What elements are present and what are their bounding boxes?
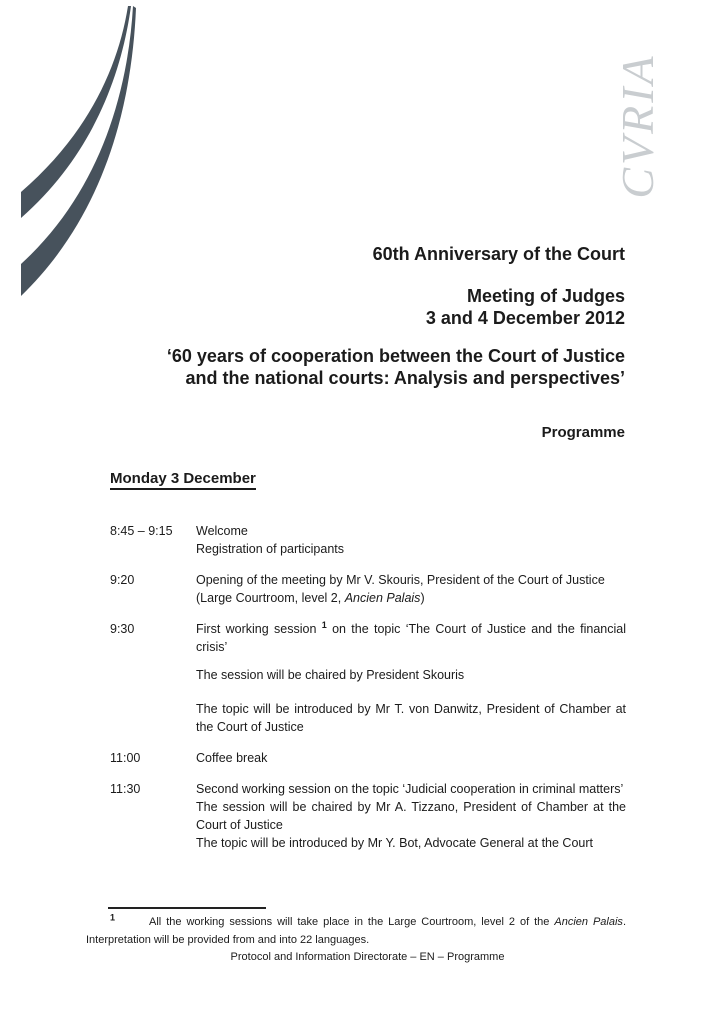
theme-line-1: ‘60 years of cooperation between the Court of Justice [166, 346, 625, 366]
event-line: Registration of participants [196, 542, 344, 556]
event-line: The topic will be introduced by Mr Y. Bot, Advocate General at the Court [196, 836, 593, 850]
event-description [196, 749, 626, 767]
footnote-text: All the working sessions will take place in the Large Courtroom, level 2 of the [149, 916, 555, 928]
event-description [196, 620, 626, 736]
time-label: 9:20 [110, 573, 135, 587]
venue-text: ) [420, 591, 425, 605]
time-label: 11:00 [110, 751, 141, 765]
footnote-separator [108, 907, 266, 909]
session-text: on the topic ‘The Court of Justice and the financial crisis’ [196, 622, 626, 654]
event-line: Coffee break [196, 751, 268, 765]
event-line: Opening of the meeting by Mr V. Skouris, President of the Court of Justice [196, 573, 605, 587]
event-line: Welcome [196, 524, 248, 538]
conference-theme [99, 345, 625, 389]
session-text: First working session [196, 622, 322, 636]
time-label: 8:45 – 9:15 [110, 524, 173, 538]
footnote-marker: 1 [110, 912, 116, 923]
event-description [196, 522, 626, 558]
schedule [110, 522, 626, 865]
schedule-row [110, 571, 626, 607]
page-footer: Protocol and Information Directorate – EN – Programme [230, 951, 505, 963]
event-line: The session will be chaired by Mr A. Tizzano, President of Chamber at the Court of Justice [196, 800, 626, 832]
meeting-block [99, 285, 625, 329]
event-description [196, 571, 626, 607]
event-line [196, 620, 626, 656]
meeting-dates: 3 and 4 December 2012 [425, 308, 625, 328]
schedule-row [110, 620, 626, 736]
event-line: The topic will be introduced by Mr T. von Danwitz, President of Chamber at the Court of Justice [196, 702, 626, 734]
time-label: 11:30 [110, 782, 141, 796]
theme-line-2: and the national courts: Analysis and perspectives’ [185, 368, 625, 388]
venue-text: (Large Courtroom, level 2, [196, 591, 345, 605]
day-heading: Monday 3 December [110, 470, 256, 490]
schedule-row [110, 522, 626, 558]
event-line [196, 589, 626, 607]
event-description [196, 780, 626, 852]
time-label: 9:30 [110, 622, 135, 636]
footnote-text: . Interpretation will be provided from and into 22 languages. [86, 916, 626, 946]
meeting-title: Meeting of Judges [466, 286, 625, 306]
document-title: 60th Anniversary of the Court [372, 244, 625, 264]
header-block [99, 243, 625, 442]
schedule-row [110, 749, 626, 767]
event-line: Second working session on the topic ‘Judicial cooperation in criminal matters’ [196, 782, 624, 796]
footnote [86, 913, 626, 949]
event-line: The session will be chaired by President Skouris [196, 668, 465, 682]
cvria-watermark: CVRIA [612, 53, 663, 199]
venue-building-name: Ancien Palais [344, 591, 421, 605]
footnote-building-name: Ancien Palais [554, 916, 623, 928]
footnote-reference: 1 [321, 619, 327, 630]
programme-heading: Programme [541, 424, 625, 441]
swoosh-upper-curve [21, 6, 131, 218]
schedule-row [110, 780, 626, 852]
